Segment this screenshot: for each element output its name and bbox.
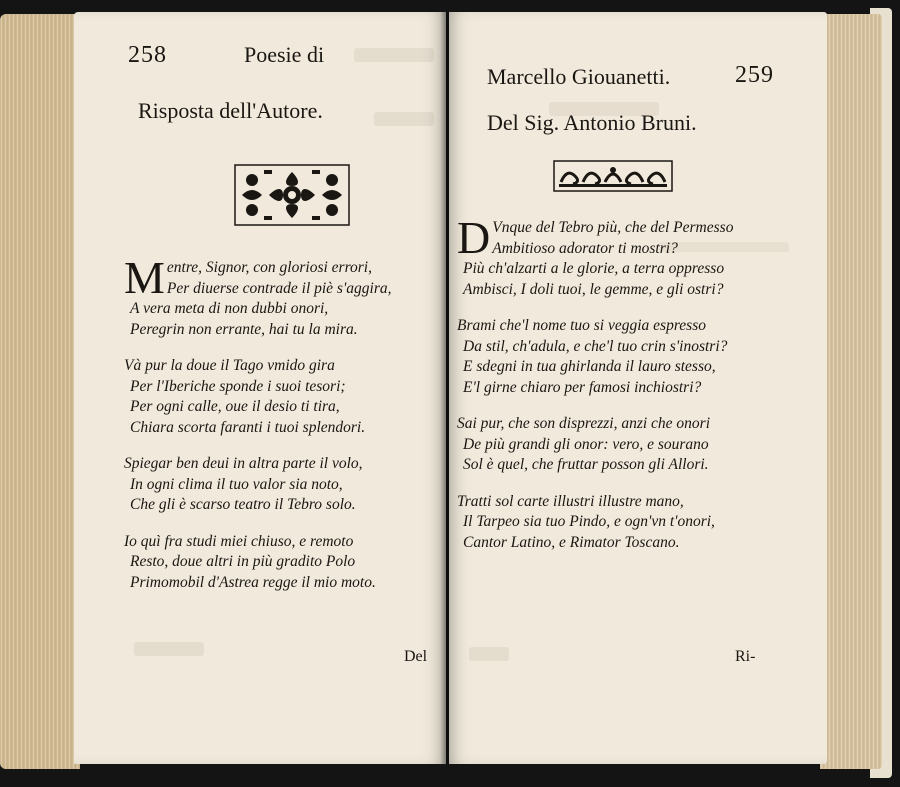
right-page	[449, 12, 827, 764]
stanza	[124, 356, 376, 438]
stanza	[124, 454, 376, 516]
right-page-edges	[820, 14, 882, 769]
verse-line: Sai pur, che son disprezzi, anzi che onori	[457, 415, 711, 432]
verse-line: Vnque del Tebro più, che del Permesso	[492, 219, 734, 236]
verse-line: A vera meta di non dubbi onori,	[130, 300, 329, 317]
verse-line: Per ogni calle, oue il desio ti tira,	[130, 398, 340, 415]
catchword: Ri-	[735, 648, 756, 665]
bleed-through-mark	[354, 48, 434, 62]
verse-line: Cantor Latino, e Rimator Toscano.	[463, 533, 680, 551]
verse-line: Sol è quel, che fruttar posson gli Allori.	[463, 456, 709, 473]
verse-line: Che gli è scarso teatro il Tebro solo.	[130, 496, 356, 513]
catchword: Del	[404, 648, 428, 665]
drop-cap: D	[457, 212, 491, 263]
verse-line: E'l girne chiaro per famosi inchiostri?	[463, 378, 702, 396]
stanza	[124, 532, 376, 594]
page-number: 259	[735, 62, 774, 88]
verse-line: Ambitioso adorator ti mostri?	[492, 239, 678, 257]
verse-line: Per diuerse contrade il piè s'aggira,	[166, 279, 392, 297]
verse-line: E sdegni in tua ghirlanda il lauro stesso,	[463, 358, 716, 375]
bleed-through-mark	[374, 112, 434, 126]
poem-title: Del Sig. Antonio Bruni.	[487, 110, 697, 135]
verse-line: entre, Signor, con gloriosi errori,	[166, 259, 372, 276]
verse-line: Da stil, ch'adula, e che'l tuo crin s'inostri?	[463, 337, 728, 355]
verse-line: Spiegar ben deui in altra parte il volo,	[124, 455, 363, 472]
ornament-icon	[234, 164, 350, 226]
verse-line: Resto, doue altri in più gradito Polo	[130, 553, 356, 570]
verse-line: Peregrin non errante, hai tu la mira.	[130, 320, 358, 338]
verse-line: Ambisci, I doli tuoi, le gemme, e gli ostri?	[463, 280, 724, 298]
ornament-icon	[553, 160, 673, 192]
verse-line: Brami che'l nome tuo si veggia espresso	[457, 317, 706, 334]
verse-line: Per l'Iberiche sponde i suoi tesori;	[130, 377, 346, 395]
verse-line: Chiara scorta faranti i tuoi splendori.	[130, 418, 366, 436]
running-head: Poesie di	[244, 42, 325, 67]
stanza	[457, 316, 727, 398]
stanza	[124, 252, 392, 340]
verse-line: Io quì fra studi miei chiuso, e remoto	[124, 532, 354, 550]
verse-line: In ogni clima il tuo valor sia noto,	[130, 475, 343, 493]
left-page	[74, 12, 446, 764]
poem-body	[457, 212, 734, 553]
verse-line: De più grandi gli onor: vero, e sourano	[463, 435, 709, 453]
verse-line: Il Tarpeo sia tuo Pindo, e ogn'vn t'onori,	[463, 513, 715, 530]
verse-line: Tratti sol carte illustri illustre mano,	[457, 492, 684, 510]
drop-cap: M	[124, 252, 165, 303]
stanza	[457, 212, 734, 300]
poem-title: Risposta dell'Autore.	[138, 98, 323, 123]
left-page-edges	[0, 14, 80, 769]
verse-line: Và pur la doue il Tago vmido gira	[124, 357, 335, 374]
stanza	[457, 492, 727, 554]
verse-line: Primomobil d'Astrea regge il mio moto.	[130, 573, 376, 591]
poem-body	[124, 252, 392, 593]
running-head: Marcello Giouanetti.	[487, 64, 671, 89]
stanza	[457, 414, 727, 476]
bleed-through-mark	[134, 642, 204, 656]
page-number: 258	[128, 42, 167, 68]
verse-line: Più ch'alzarti a le glorie, a terra oppresso	[463, 260, 725, 277]
bleed-through-mark	[469, 647, 509, 661]
